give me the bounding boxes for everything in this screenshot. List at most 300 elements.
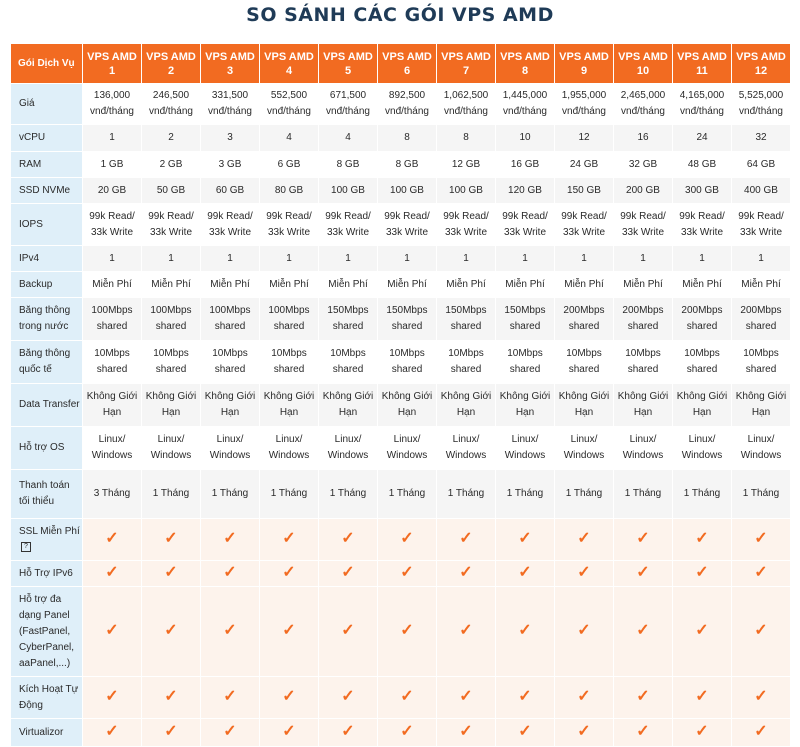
orange-check-icon: ✓ [695,563,709,581]
table-cell: 10Mbps shared [83,341,142,384]
table-cell [83,561,142,587]
orange-check-icon: ✓ [518,722,532,740]
table-cell: Miễn Phí [260,272,319,298]
table-cell [614,587,673,677]
table-cell [378,719,437,747]
table-cell: 100 GB [437,178,496,204]
table-cell [83,677,142,719]
table-cell: 1 [83,246,142,272]
table-cell: 200Mbps shared [614,298,673,341]
table-cell [201,587,260,677]
table-cell: Miễn Phí [319,272,378,298]
table-row [11,341,791,384]
table-cell [201,519,260,561]
table-cell [260,587,319,677]
table-cell: 5,525,000 vnđ/tháng [732,84,791,125]
table-cell [555,677,614,719]
table-row [11,272,791,298]
table-cell: 1 [142,246,201,272]
plan-header: VPS AMD 2 [142,44,201,84]
plan-header: VPS AMD 10 [614,44,673,84]
table-cell: 1 Tháng [732,470,791,519]
orange-check-icon: ✓ [223,529,237,547]
table-cell [555,519,614,561]
table-cell [83,587,142,677]
table-cell [260,561,319,587]
orange-check-icon: ✓ [105,529,119,547]
table-cell: 80 GB [260,178,319,204]
orange-check-icon: ✓ [459,722,473,740]
table-cell: 3 GB [201,152,260,178]
table-cell: 1 [319,246,378,272]
table-cell: 1 Tháng [496,470,555,519]
row-label: SSD NVMe [11,178,83,204]
table-cell: 100 GB [319,178,378,204]
row-label: Backup [11,272,83,298]
table-cell: Linux/ Windows [673,427,732,470]
row-label-text: Kích Hoạt Tự Động [19,683,79,711]
table-cell: 1 Tháng [142,470,201,519]
table-cell: Không Giới Hạn [732,384,791,427]
table-cell: 200Mbps shared [555,298,614,341]
table-cell: Linux/ Windows [319,427,378,470]
orange-check-icon: ✓ [518,687,532,705]
table-cell: 1 [614,246,673,272]
table-cell: 10Mbps shared [555,341,614,384]
table-cell [437,519,496,561]
table-cell: 100Mbps shared [201,298,260,341]
orange-check-icon: ✓ [223,621,237,639]
orange-check-icon: ✓ [459,529,473,547]
table-row [11,178,791,204]
row-label: RAM [11,152,83,178]
table-cell: 10Mbps shared [614,341,673,384]
table-cell: 4 [260,125,319,152]
table-cell: 1 [732,246,791,272]
table-cell [496,719,555,747]
orange-check-icon: ✓ [400,563,414,581]
table-cell [673,677,732,719]
table-cell: 1 Tháng [555,470,614,519]
orange-check-icon: ✓ [164,621,178,639]
orange-check-icon: ✓ [577,529,591,547]
table-cell: 2 [142,125,201,152]
orange-check-icon: ✓ [518,563,532,581]
table-cell: Linux/ Windows [614,427,673,470]
orange-check-icon: ✓ [459,621,473,639]
table-row [11,719,791,747]
orange-check-icon: ✓ [754,722,768,740]
table-cell: 1,062,500 vnđ/tháng [437,84,496,125]
table-cell: Miễn Phí [673,272,732,298]
table-cell: 99k Read/ 33k Write [260,204,319,246]
table-cell: Không Giới Hạn [83,384,142,427]
orange-check-icon: ✓ [282,621,296,639]
table-cell [437,677,496,719]
row-label [11,587,83,677]
table-cell [319,587,378,677]
orange-check-icon: ✓ [400,687,414,705]
table-cell: Linux/ Windows [201,427,260,470]
table-cell: Linux/ Windows [142,427,201,470]
table-cell [614,519,673,561]
table-cell: 1 [201,246,260,272]
table-cell [496,677,555,719]
table-cell [142,561,201,587]
table-cell [673,587,732,677]
table-cell: 48 GB [673,152,732,178]
orange-check-icon: ✓ [695,621,709,639]
table-cell: Không Giới Hạn [319,384,378,427]
header-row [11,44,791,84]
orange-check-icon: ✓ [695,529,709,547]
table-cell [378,587,437,677]
table-cell [496,561,555,587]
row-label: Băng thông quốc tế [11,341,83,384]
table-cell [83,719,142,747]
plan-header: VPS AMD 5 [319,44,378,84]
orange-check-icon: ✓ [282,529,296,547]
table-cell: Linux/ Windows [732,427,791,470]
table-cell: 99k Read/ 33k Write [437,204,496,246]
orange-check-icon: ✓ [636,529,650,547]
orange-check-icon: ✓ [164,529,178,547]
table-cell: 246,500 vnđ/tháng [142,84,201,125]
row-label: vCPU [11,125,83,152]
table-cell [378,561,437,587]
table-cell: Miễn Phí [732,272,791,298]
orange-check-icon: ✓ [577,722,591,740]
row-label-text: Virtualizor [19,726,64,738]
table-cell [378,519,437,561]
table-cell: Không Giới Hạn [673,384,732,427]
table-cell: 20 GB [83,178,142,204]
table-cell: 100 GB [378,178,437,204]
table-cell: 99k Read/ 33k Write [201,204,260,246]
row-label: Thanh toán tối thiểu [11,470,83,519]
row-label-text: SSL Miễn Phí [19,525,80,537]
table-cell: 10Mbps shared [319,341,378,384]
table-cell [555,719,614,747]
table-cell: 1 [496,246,555,272]
table-cell: 552,500 vnđ/tháng [260,84,319,125]
table-cell: 8 GB [378,152,437,178]
table-cell: 3 [201,125,260,152]
table-cell: Miễn Phí [83,272,142,298]
table-cell: Linux/ Windows [378,427,437,470]
table-cell: Miễn Phí [496,272,555,298]
orange-check-icon: ✓ [282,563,296,581]
row-label [11,677,83,719]
table-cell: 1 [378,246,437,272]
row-label: Băng thông trong nước [11,298,83,341]
row-label [11,561,83,587]
plan-header: VPS AMD 4 [260,44,319,84]
orange-check-icon: ✓ [577,563,591,581]
orange-check-icon: ✓ [105,621,119,639]
table-cell: 150Mbps shared [496,298,555,341]
row-label: IPv4 [11,246,83,272]
orange-check-icon: ✓ [341,621,355,639]
table-cell [732,587,791,677]
orange-check-icon: ✓ [754,563,768,581]
table-cell [142,587,201,677]
table-row [11,152,791,178]
table-cell: 150Mbps shared [378,298,437,341]
table-row [11,204,791,246]
orange-check-icon: ✓ [636,687,650,705]
plan-header: VPS AMD 9 [555,44,614,84]
table-cell: 1 Tháng [201,470,260,519]
table-cell: 24 GB [555,152,614,178]
table-cell: 10 [496,125,555,152]
table-cell: 200Mbps shared [732,298,791,341]
table-cell [732,561,791,587]
table-cell [673,519,732,561]
plan-header: VPS AMD 12 [732,44,791,84]
row-label: Data Transfer [11,384,83,427]
orange-check-icon: ✓ [164,722,178,740]
table-cell: 99k Read/ 33k Write [378,204,437,246]
question-box-icon[interactable]: ? [21,542,31,552]
table-cell [732,519,791,561]
table-cell [673,561,732,587]
table-cell: 100Mbps shared [142,298,201,341]
row-label: Giá [11,84,83,125]
orange-check-icon: ✓ [105,563,119,581]
table-row [11,470,791,519]
table-cell: 99k Read/ 33k Write [83,204,142,246]
table-cell: Không Giới Hạn [555,384,614,427]
table-cell [319,561,378,587]
orange-check-icon: ✓ [577,621,591,639]
table-cell: Không Giới Hạn [496,384,555,427]
table-cell: 32 GB [614,152,673,178]
table-cell [437,587,496,677]
table-cell: 99k Read/ 33k Write [673,204,732,246]
orange-check-icon: ✓ [164,687,178,705]
table-cell: Miễn Phí [437,272,496,298]
table-cell: 4,165,000 vnđ/tháng [673,84,732,125]
table-cell: 10Mbps shared [732,341,791,384]
orange-check-icon: ✓ [518,529,532,547]
orange-check-icon: ✓ [400,621,414,639]
table-cell: 400 GB [732,178,791,204]
table-cell: Miễn Phí [555,272,614,298]
orange-check-icon: ✓ [282,687,296,705]
table-cell [201,561,260,587]
table-cell: Linux/ Windows [555,427,614,470]
table-cell [142,519,201,561]
table-row [11,561,791,587]
table-cell: Miễn Phí [142,272,201,298]
header-corner-label: Gói Dịch Vụ [11,44,83,84]
table-cell: Linux/ Windows [437,427,496,470]
table-cell: 1 [437,246,496,272]
plan-header: VPS AMD 8 [496,44,555,84]
table-cell: 1 Tháng [614,470,673,519]
table-cell [614,561,673,587]
table-cell: Miễn Phí [614,272,673,298]
table-cell: 200Mbps shared [673,298,732,341]
row-label [11,519,83,561]
table-cell [496,519,555,561]
table-cell [83,519,142,561]
table-cell: 8 [378,125,437,152]
table-cell: 64 GB [732,152,791,178]
table-cell: Linux/ Windows [260,427,319,470]
orange-check-icon: ✓ [754,529,768,547]
orange-check-icon: ✓ [636,563,650,581]
vps-comparison-table [10,43,791,747]
table-cell [142,677,201,719]
table-cell [732,719,791,747]
table-row [11,519,791,561]
orange-check-icon: ✓ [577,687,591,705]
table-cell: 32 [732,125,791,152]
table-cell: 16 GB [496,152,555,178]
table-cell: 99k Read/ 33k Write [142,204,201,246]
table-cell [319,719,378,747]
orange-check-icon: ✓ [518,621,532,639]
table-cell: 1 [83,125,142,152]
table-cell: 99k Read/ 33k Write [555,204,614,246]
orange-check-icon: ✓ [223,687,237,705]
table-cell: 10Mbps shared [378,341,437,384]
table-cell: 16 [614,125,673,152]
table-cell: 150 GB [555,178,614,204]
row-label: IOPS [11,204,83,246]
plan-header: VPS AMD 6 [378,44,437,84]
row-label: Hỗ trợ OS [11,427,83,470]
table-cell [142,719,201,747]
orange-check-icon: ✓ [459,563,473,581]
table-cell [201,677,260,719]
row-label-text: Hỗ Trợ IPv6 [19,567,73,579]
table-cell: 200 GB [614,178,673,204]
table-cell: 8 GB [319,152,378,178]
table-cell: 1 [673,246,732,272]
table-cell: 99k Read/ 33k Write [614,204,673,246]
table-row [11,384,791,427]
table-cell: 1 [260,246,319,272]
table-cell: 24 [673,125,732,152]
orange-check-icon: ✓ [341,563,355,581]
table-cell: 4 [319,125,378,152]
table-cell: 300 GB [673,178,732,204]
table-cell: 1,955,000 vnđ/tháng [555,84,614,125]
table-cell: Không Giới Hạn [142,384,201,427]
orange-check-icon: ✓ [754,621,768,639]
table-row [11,677,791,719]
table-cell: Không Giới Hạn [260,384,319,427]
orange-check-icon: ✓ [341,722,355,740]
table-cell [555,587,614,677]
table-cell [437,561,496,587]
table-cell: 10Mbps shared [142,341,201,384]
table-cell [260,677,319,719]
table-cell: 99k Read/ 33k Write [732,204,791,246]
table-cell: 10Mbps shared [260,341,319,384]
table-cell: 10Mbps shared [201,341,260,384]
orange-check-icon: ✓ [282,722,296,740]
table-cell [319,519,378,561]
table-cell [732,677,791,719]
table-cell: 2,465,000 vnđ/tháng [614,84,673,125]
table-cell: 1 Tháng [673,470,732,519]
table-cell: 100Mbps shared [260,298,319,341]
table-cell: 100Mbps shared [83,298,142,341]
table-cell [201,719,260,747]
orange-check-icon: ✓ [164,563,178,581]
table-cell [673,719,732,747]
orange-check-icon: ✓ [341,687,355,705]
orange-check-icon: ✓ [459,687,473,705]
table-cell: 10Mbps shared [437,341,496,384]
table-cell: 10Mbps shared [673,341,732,384]
table-cell: 1 Tháng [319,470,378,519]
table-cell: 12 GB [437,152,496,178]
orange-check-icon: ✓ [105,687,119,705]
table-cell [378,677,437,719]
table-cell: Không Giới Hạn [378,384,437,427]
orange-check-icon: ✓ [754,687,768,705]
orange-check-icon: ✓ [400,529,414,547]
table-cell: Không Giới Hạn [201,384,260,427]
table-cell: Không Giới Hạn [614,384,673,427]
table-cell [319,677,378,719]
table-cell [614,719,673,747]
orange-check-icon: ✓ [223,722,237,740]
table-cell [260,719,319,747]
table-cell [437,719,496,747]
table-row [11,246,791,272]
table-cell: 12 [555,125,614,152]
table-cell: 1 Tháng [378,470,437,519]
table-cell: 10Mbps shared [496,341,555,384]
table-cell: 136,000 vnđ/tháng [83,84,142,125]
table-cell: Linux/ Windows [496,427,555,470]
orange-check-icon: ✓ [636,722,650,740]
table-row [11,125,791,152]
table-cell [555,561,614,587]
row-label [11,719,83,747]
table-cell: Linux/ Windows [83,427,142,470]
page-title: SO SÁNH CÁC GÓI VPS AMD [246,4,554,26]
table-cell: 2 GB [142,152,201,178]
row-label-text: Hỗ trợ đa dạng Panel (FastPanel, CyberPanel, aaPanel,...) [19,593,75,669]
table-cell: 3 Tháng [83,470,142,519]
table-cell: 1 [555,246,614,272]
plan-header: VPS AMD 1 [83,44,142,84]
plan-header: VPS AMD 11 [673,44,732,84]
table-cell: 150Mbps shared [437,298,496,341]
table-cell [496,587,555,677]
orange-check-icon: ✓ [105,722,119,740]
table-cell: 331,500 vnđ/tháng [201,84,260,125]
orange-check-icon: ✓ [400,722,414,740]
table-cell [260,519,319,561]
plan-header: VPS AMD 7 [437,44,496,84]
table-cell: 99k Read/ 33k Write [496,204,555,246]
plan-header: VPS AMD 3 [201,44,260,84]
table-cell: 8 [437,125,496,152]
orange-check-icon: ✓ [636,621,650,639]
table-cell: 1 Tháng [260,470,319,519]
table-cell: 6 GB [260,152,319,178]
orange-check-icon: ✓ [341,529,355,547]
table-cell: Không Giới Hạn [437,384,496,427]
